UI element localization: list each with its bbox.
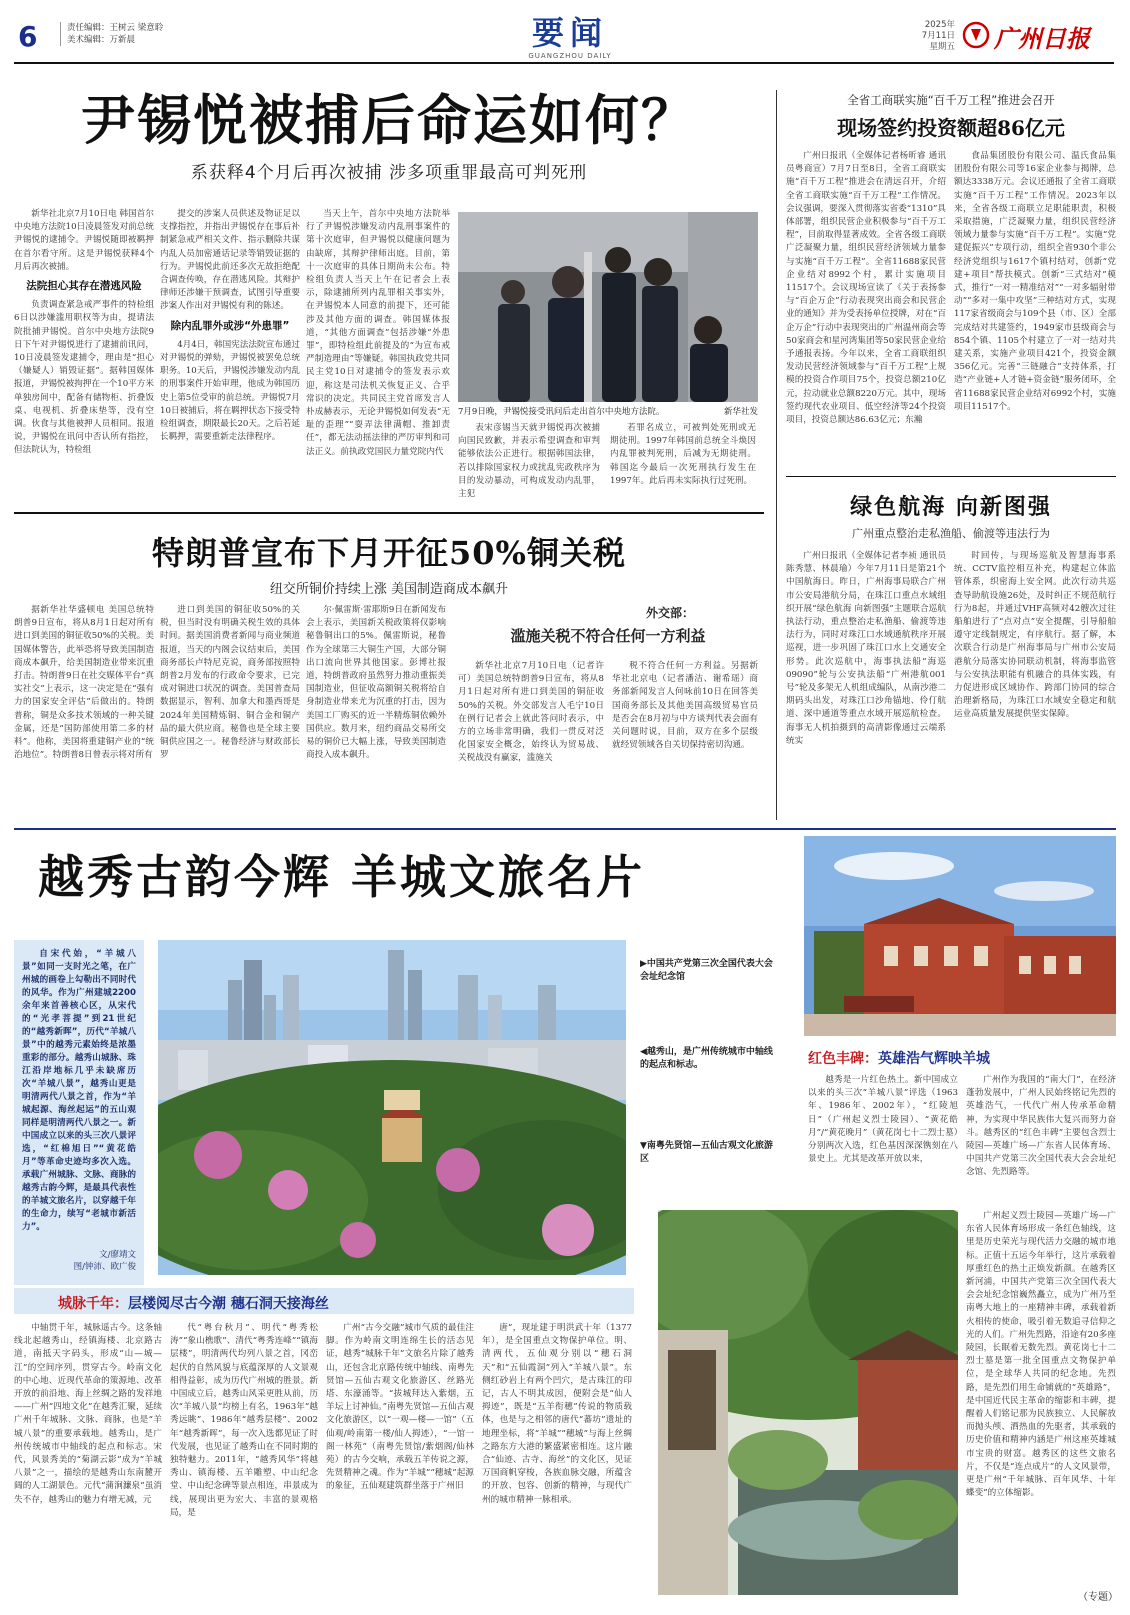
topic-tag: （专题） [1078,1592,1118,1603]
newspaper-logo-icon [962,21,990,49]
five-immortals-garden-photo [658,1210,958,1595]
lead-paragraph: 当天上午，首尔中央地方法院举行了尹锡悦涉嫌发动内乱刑事案件的第十次庭审，但尹锡悦以健康问题为由缺席，其辩护律师出庭。目前，第十一次庭审的具体日期尚未公布。特检组负责人当天上午在记者会上表示，除逮捕所列内乱罪相关事实外，在尹锡悦本人同意的前提下，还可能涉及其他方面的调查。韩国媒体报道，“其他方面调查”包括涉嫌“外患罪”，即特检组此前提及的“为宣布戒严制造理由”等嫌疑。韩国执政党共同民主党10日对逮捕令的签发表示欢迎，称这是司法机关恢复正义、合乎常识的决定。共同民主党首席发言人朴成赫表示，无论尹锡悦如何发表“无耻的歪理”“耍弄法律满帽、推卸责任”，都无法动摇法律的严厉审判和司法正义。前执政党国民力量党院内代 [306,209,450,457]
date-day: 7月11日 [921,31,955,41]
lead-headline-block [14,88,764,183]
lead-column-5 [610,422,756,504]
lead-column-1 [14,208,154,504]
red-monument-heading-text: 英雄浩气辉映羊城 [878,1051,990,1067]
label-yuexiu-hill [640,1046,780,1072]
city-vein-heading [14,1288,634,1313]
right-rule [786,476,1116,477]
city-vein-heading-text: 层楼阅尽古今潮 穗石洞天接海丝 [128,1296,329,1312]
right-paragraph: 食品集团股份有限公司、温氏食品集团股份有限公司等16家企业参与揭牌，总额达3338万元。会议还通报了全省工商联实施“百千万工程”工作情况。2023年以来，全省各级工商联立足职能职责，积极采取措施，广泛凝聚力量，组织民营经济领域力量参与实施“百千万工程”。实施“党建促振兴”专项行动，组织全省930个非公经济党组织与1617个镇村结对，创新“党建+项目”帮扶模式。创新“三式结对”模式，推行“一对一精准结对”“一对多辐射带动”“多对一集中攻坚”三种结对方式，实现117家省级商会与109个县（市、区）全部完成结对共建签约，1949家市县级商会与854个镇、1105个村建立了一对一结对共建关系，实施产业项目421个，投资金额356亿元。完善“三链融合”支持体系，打造“产业链+人才链+资金链”服务闭环，全省11688家民营企业结对6992个村，实施项目11517个。 [954,151,1116,412]
right-top-headline-block [786,92,1116,141]
label-party-congress-text: ▶中国共产党第三次全国代表大会会址纪念馆 [640,959,773,982]
mofa-box-column-1 [458,660,604,820]
feature-intro-text: 自宋代始，“羊城八景”如同一支时光之笔，在广州城的画卷上勾勒出不同时代的风华。作为广州建城2200余年来首善核心区，从宋代的“光孝菩提”到21世纪的“越秀新晖”，历代“羊城八景”中的越秀元素始终是浓墨重彩的部分。越秀山城脉、珠江沿岸地标几乎未缺席历次“羊城八景”，越秀山更是明清两代八景之首，作为“羊城起源、海丝起运”的五山观同样是明清两代八景之一。新中国成立以来的头三次八景评选，“红棉旭日”“黄花皓月”等革命史迹均多次入选。承载广州城脉、文脉、商脉的越秀古韵今辉，是最具代表性的羊城文旅名片，以穿越千年的生命力，续写“老城市新活力”。 [22,949,136,1232]
mofa-paragraph: 税不符合任何一方利益。另据新华社北京电（记者潘洁、谢希瑶）商务部新闻发言人何咏前10日在回答美国商务部长及其他美国高级贸易官员是否会在8月初与中方谈判代表会面有关问题时说，目前，双方在多个层级就经贸领域各自关切保持密切沟通。 [612,661,758,751]
mofa-paragraph: 新华社北京7月10日电（记者许可）美国总统特朗普9日宣布，将从8月1日起对所有进口到美国的铜征收50%的关税。外交部发言人毛宁10日在例行记者会上就此答问时表示，中方的立场非常明确，我们一贯反对泛化国家安全概念，始终认为贸易战、关税战没有赢家，滥施关 [458,661,604,764]
mofa-box-title-b: 滥施关税不符合任何一方利益 [510,627,706,645]
yuexiu-skyline-photo [158,940,626,1275]
tariff-column-2 [160,604,300,818]
lead-paragraph: 4月4日，韩国宪法法院宣布通过对尹锡悦的弹劾，尹锡悦被罢免总统职务。10天后，尹锡悦涉嫌发动内乱的刑事案件开始审理，他成为韩国历史上第5位受审的前总统。尹锡悦7月10日被捕后，将在羁押状态下接受特检组调查，期限最长20天。之后若延长羁押，需要重新走法律程序。 [160,339,300,443]
tariff-headline-block [14,528,764,597]
city-vein-column-1 [14,1322,162,1602]
five-immortals-garden-illustration [658,1210,958,1595]
tariff-paragraph: 据新华社华盛顿电 美国总统特朗普9日宣布，将从8月1日起对所有进口到美国的铜征收50%的关税。美国媒体警告，此举恐将导致美国制造商成本飙升，给美国制造业带来沉重打击。特朗普9日在社交媒体平台“真实社交”上表示，这一决定是在“强有力的国家安全评估”后做出的。特朗普称，铜是众多技术领域的一种关键金属，还是“国防部使用第二多的材料”。他称，美国将重建铜产业的“统治地位”。特朗普8日曾表示将对所有 [14,605,154,761]
feature-rule [14,828,1116,830]
city-vein-heading-bar [14,1288,634,1314]
tariff-paragraph: 进口到美国的铜征收50%的关税，但当时没有明确关税生效的具体时间。据美国消费者新闻与商业频道报道，当天的内阁会议结束后，美国商务部长卢特尼克说，商务部按照特朗普2月发布的行政命令要求，已完成对铜进口状况的调查。美国普查局数据显示，智利、加拿大和墨西哥是2024年美国精炼铜、铜合金和铜产品的最大供应商。秘鲁也是全球主要铜供应国之一。秘鲁经济与财政部长罗 [160,605,300,761]
date-weekday: 星期五 [929,42,955,52]
designer-line: 美术编辑：万新晨 [67,35,136,45]
red-monument-heading-label: 红色丰碑： [808,1051,878,1067]
section-title: 要闻 [531,14,608,52]
right-top-column-2 [954,150,1116,468]
red-paragraph: 广州作为我国的“南大门”，在经济蓬勃发展中，广州人民始终铭记先烈的英雄浩气，一代代广州人传承革命精神，为实现中华民族伟大复兴而努力奋斗。越秀区的“红色丰碑”主要包含烈士陵园—英雄广场—广东省人民体育场、中国共产党第三次全国代表大会会址纪念馆、先烈路等。 [966,1075,1116,1178]
header-rule [14,62,1114,64]
right-paragraph: 广州日报讯（全媒体记者杨昕睿 通讯员粤商宣）7月7日至8日，全省工商联实施“百千万工程”推进会在清远召开，介绍全省工商联实施“百千万工程”工作情况。会议强调，要深入贯彻落实省委“1310”具体部署，组织民营企业积极参与“百千万工程”，目前取得显著成效。全省各级工商联广泛凝聚力量，组织民营经济领域力量参与实施“百千万工程”。全省11688家民营企业结对8992个村，累计实施项目11517个。会议现场宣读了《关于表扬参与“百企万企”行动表现突出商会和民营企业的通知》并为受表扬单位授牌，对在“百企万企”行动中表现突出的广州温州商会等50家商会和星河湾集团等50家民营企业给予通报表扬。今年以来，全省工商联组织发动民营经济领域参与“百千万工程”上规模的投资合作项目75个，投资总额210亿元，拉动就业总额8220万元。其中，现场签约现代农业项目、低空经济等24个投资项目，投资总额达86.63亿元；东瀚 [786,151,946,426]
page-number-block [18,20,44,53]
editor-line: 责任编辑：王树云 梁意聆 [67,23,164,33]
tariff-paragraph: 尔·佩雷斯·雷耶斯9日在新闻发布会上表示，美国新关税政策将仅影响秘鲁铜出口的5%。佩雷斯说，秘鲁作为全球第三大铜生产国，大部分铜出口流向世界其他国家。彭博社报道，特朗普政府虽然努力推动重振美国制造业，但征收高额铜关税将给自身制造业带来尤为沉重的打击，因为美国工厂购买的近一半精炼铜依赖外国供应。数月来，纽约商品交易所交易的铜价已大幅上涨，导致美国制造商投入成本飙升。 [306,605,446,761]
city-vein-heading-label: 城脉千年： [58,1296,128,1312]
city-vein-column-2 [170,1322,318,1602]
green-paragraph: 时回传，与现场巡航及智慧海事系统、CCTV监控相互补充，构建起立体监管体系，织密海上安全网。此次行动共巡查导助航设施26处，及时纠正不规范航行行为8起，并通过VHF高频对42艘次过往船舶进行了“点对点”安全提醒，引导船舶遵守定线制规定，有序航行。据了解，本次联合行动是广州海事局与广州市公安局港航分局落实协同联动机制，将海事监管与公安执法职能有机融合的具体实践，有力促进形成区域协作、跨部门协同的综合治理新格局，为珠江口水域安全稳定和航运业高质量发展提供坚实保障。 [954,551,1116,720]
lead-column-3 [306,208,450,504]
lead-subhead-2: 除内乱罪外或涉“外患罪” [170,319,290,332]
red-paragraph: 广州起义烈士陵园—英雄广场—广东省人民体育场形成一条红色轴线，这里是历史荣光与现代活力交融的城市地标。正值十五运今年举行，这片承载着厚重红色的热土正焕发新颜。在越秀区新河浦，中国共产党第三次全国代表大会会址纪念馆巍然矗立，成为广州乃至南粤大地上的一座精神丰碑，承载着新火相传的使命，吸引着无数追寻信仰之光的人们。广州先烈路，沿途有20多座陵园，长眠着无数先烈。黄花岗七十二烈士墓是第一批全国重点文物保护单位，是全球华人共同的纪念地。先烈路，是先烈们用生命铺就的“英雄路”，是中国近代民主革命的缩影和丰碑，提醒着人们铭记那为民族独立、人民解放而抛头颅、洒热血的先驱者，其承载的历史价值和精神内涵是广州这座英雄城市宝贵的财富。越秀区的这些文旅名片，不仅是“连点成片”的人文风景带，更是广州“千年城脉、百年风华、十年蝶变”的立体缩影。 [966,1211,1116,1499]
tariff-headline: 特朗普宣布下月开征50%铜关税 [152,534,626,572]
label-yuexiu-hill-text: ◀越秀山，是广州传统城市中轴线的起点和标志。 [640,1047,773,1070]
right-top-headline: 现场签约投资额超86亿元 [837,116,1065,140]
lead-photo-illustration [458,212,758,402]
yuexiu-skyline-illustration [158,940,626,1275]
party-congress-photo-illustration [804,836,1116,1036]
date-year: 2025年 [924,20,955,30]
red-paragraph: 越秀是一片红色热土。新中国成立以来的头三次“羊城八景”评选（1963年、1986年、2002年），“红陵旭日”（广州起义烈士陵园）、“黄花皓月”/“黄花晚月”（黄花岗七十二烈士墓）分别两次入选，红色基因深深镌刻在八景史上。尤其是改革开放以来， [808,1075,958,1165]
lead-photo-caption: 7月9日晚，尹锡悦接受讯问后走出首尔中央地方法院。 [458,407,665,417]
red-monument-heading [808,1048,1116,1068]
label-party-congress [640,958,780,984]
section-subtitle: GUANGZHOU DAILY [528,52,612,60]
lead-column-2 [160,208,300,504]
lead-photo-caption-row [458,405,758,417]
city-vein-paragraph: 中轴贯千年，城脉遥古今。这条轴线北起越秀山，经镇海楼、北京路古道，南抵天字码头，形成“山—城—江”的空间序列，贯穿古今。岭南文化的中心地、近现代革命的策源地、改革开放的前沿地、海上丝绸之路的发祥地——广州“四地文化”在越秀汇聚，延续广州千年城脉、文脉、商脉，也是“羊城八景”的重要承载地。越秀山，是广州传统城市中轴线的起点和标志。宋代，风景秀美的“菊湖云影”成为“羊城八景”之一，描绘的是越秀山东南麓开阔的人工湖景色。元代“蒲涧濂泉”虽消失不存，越秀山的魅力有增无减，元 [14,1323,162,1505]
green-headline-block [786,490,1116,541]
lead-paragraph: 提交的涉案人员供述及物证足以支撑指控，并指出尹锡悦存在事后补制紧急戒严相关文件、指示删除共谋内乱人员加密通话记录等销毁证据的行为。尹锡悦此前还多次无故拒绝配合调查传唤，存在潜逃风险。其辩护律师还涉嫌干预调查，试图引导重要涉案人作出对尹锡悦有利的陈述。 [160,209,300,312]
column-divider [776,90,777,820]
party-congress-photo [804,836,1116,1036]
lead-subheadline: 系获释4个月后再次被捕 涉多项重罪最高可判死刑 [190,163,588,183]
feature-intro-box [14,940,144,1285]
city-vein-paragraph: 唐”，现址建于明洪武十年（1377年），是全国重点文物保护单位。明、清两代，五仙观分别以“穗石洞天”和“五仙霞洞”列入“羊城八景”。东侧红砂岩上有两个凹穴，是古珠江的印记，古人不明其成因，便附会是“仙人拇迹”，既是“五羊衔穗”传说的物质载体，也是与之相邻的唐代“蕃坊”遗址的地理坐标，将“羊城”“穗城”与海上丝绸之路东方大港的繁盛紧密相连。这片融合“仙迹、古寺、海丝”的文化区，见证万国商帆穿梭，各族血脉交融，所蕴含的开放、包容、创新的精神，与现代广州的城市精神一脉相承。 [482,1323,632,1505]
city-vein-column-4 [482,1322,632,1602]
lead-headline: 尹锡悦被捕后命运如何？ [81,88,697,152]
lead-photo [458,212,758,402]
page-number: 6 [18,20,38,53]
issue-date [895,20,955,53]
lead-photo-credit: 新华社发 [723,407,758,417]
label-five-immortals-text: ▼南粤先贤馆—五仙古观文化旅游区 [640,1141,773,1164]
green-paragraph: 广州日报讯（全媒体记者李祯 通讯员陈秀慧、林晨瑜）今年7月11日是第21个中国航海日。昨日，广州海事局联合广州市公安局港航分局，在珠江口重点水域组织开展“绿色航海 向新图强”主题联合巡航执法行动，重点整治走私渔船、偷渡等违法行为，同时对珠江口水域通航秩序开展巡视，进一步巩固了珠江口水上交通安全形势。此次巡航中，海事执法船“海巡09090”轮与公安执法船“广州港航001号”轮及多架无人机组成编队，从南沙港二期码头出发，对珠江口沙角锚地、伶仃航道、深中通道等重点水域开展巡航检查。海事无人机拍摄到的高清影像通过云端系统实 [786,551,946,746]
editor-credits [60,22,220,46]
lead-column-4 [458,422,600,504]
lead-paragraph: 负责调查紧急戒严事件的特检组6日以涉嫌滥用职权等为由，提请法院批捕尹锡悦。首尔中央地方法院9日下午对尹锡悦进行了逮捕前讯问，10日凌晨签发逮捕令，理由是“担心（嫌疑人）销毁证据”。据韩国媒体报道，尹锡悦被拘押在一个10平方米单独房间中，配备有储物柜、折叠饭桌、电视机、折叠床垫等，没有空调。伙食与其他被押人员相同。报道说，尹锡悦在讯问中否认所有指控，但法院认为，特检组 [14,300,154,456]
green-subheadline: 广州重点整治走私渔船、偷渡等违法行为 [852,527,1050,540]
tariff-column-3 [306,604,446,818]
feature-headline-block [14,842,774,912]
city-vein-paragraph: 代“粤台秋月”、明代“粤秀松涛”“象山樵歌”、清代“粤秀连峰”“镇海层楼”，明清两代均列八景之首，冈峦起伏的自然风貌与底蕴深厚的人文景观相得益彰，成为历代广州城的胜景。新中国成立后，越秀山风采更胜从前，历次“羊城八景”均榜上有名，1963年“越秀远眺”、1986年“越秀层楼”、2002年“越秀新晖”，每一次入选都见证了时代发展，也见证了越秀山在不同时期的独特魅力。2011年，“越秀风华”将越秀山、镇海楼、五羊雕塑、中山纪念堂、中山纪念碑等景点相连，串景成为线，展现出更为宏大、丰富的景观格局，是 [170,1323,318,1518]
feature-writer: 文/廖靖文 [99,1250,136,1260]
feature-byline [22,1248,136,1272]
right-top-column-1 [786,150,946,468]
label-five-immortals [640,1140,780,1166]
newspaper-name: 广州日报 [994,24,1090,53]
red-column-3 [966,1210,1116,1582]
lead-subhead-1: 法院担心其存在潜逃风险 [26,280,142,293]
lead-paragraph: 新华社北京7月10日电 韩国首尔中央地方法院10日凌晨签发对前总统尹锡悦的逮捕令。尹锡悦随即被羁押在首尔看守所。这是尹锡悦获释4个月后再次被捕。 [14,209,154,272]
green-column-2 [954,550,1116,820]
tariff-column-1 [14,604,154,818]
mofa-box-column-2 [612,660,758,820]
mofa-box [458,604,758,818]
red-column-2 [966,1074,1116,1202]
lead-paragraph: 若罪名成立，可被判处死刑或无期徒刑。1997年韩国前总统全斗焕因内乱罪被判死刑，后减为无期徒刑。韩国迄今最后一次死刑执行发生在1997年。此后再未实际执行过死刑。 [610,423,756,486]
city-vein-column-3 [326,1322,474,1602]
section-masthead [470,8,670,60]
topic-tag-block [1058,1588,1118,1603]
mofa-box-title-a: 外交部： [645,606,694,620]
green-column-1 [786,550,946,820]
right-top-kicker: 全省工商联实施“百千万工程”推进会召开 [847,93,1055,107]
feature-headline: 越秀古韵今辉 羊城文旅名片 [38,850,646,904]
lead-paragraph: 表宋彦锡当天就尹锡悦再次被捕向国民致歉，并表示希望调查和审判能够依法公正进行。根据韩国法律，若以排除国家权力或扰乱宪政秩序为目的发动暴动，可构成发动内乱罪，主犯 [458,423,600,500]
newspaper-logo [962,18,1117,52]
feature-photographer: 图/钟沛、欧广俊 [73,1262,136,1272]
red-column-1 [808,1074,958,1202]
tariff-subheadline: 纽交所铜价持续上涨 美国制造商成本飙升 [269,582,509,597]
city-vein-paragraph: 广州“古今交融”城市气质的最佳注脚。作为岭南文明连绵生长的活态见证，越秀“城脉千年”文旅名片除了越秀山，还包含北京路传统中轴线、南粤先贤馆—五仙古观文化旅游区、丝路光塔、东濠涌等。“拔城拜达入紫烟，五羊坛上讨神仙。”南粤先贤馆—五仙古观文化旅游区，以“一观—楼—一馆”（五仙观/岭南第一楼/仙人拇迹），“一馆一阁一林苑”（南粤先贤馆/紫烟阁/仙林苑）的古今交响，承载五羊传说之源，先贤精神之魂。作为“羊城”“穗城”起源的象征，五仙观建筑群坐落于广州旧 [326,1323,474,1492]
section-rule [14,512,764,514]
green-headline: 绿色航海 向新图强 [850,494,1052,520]
